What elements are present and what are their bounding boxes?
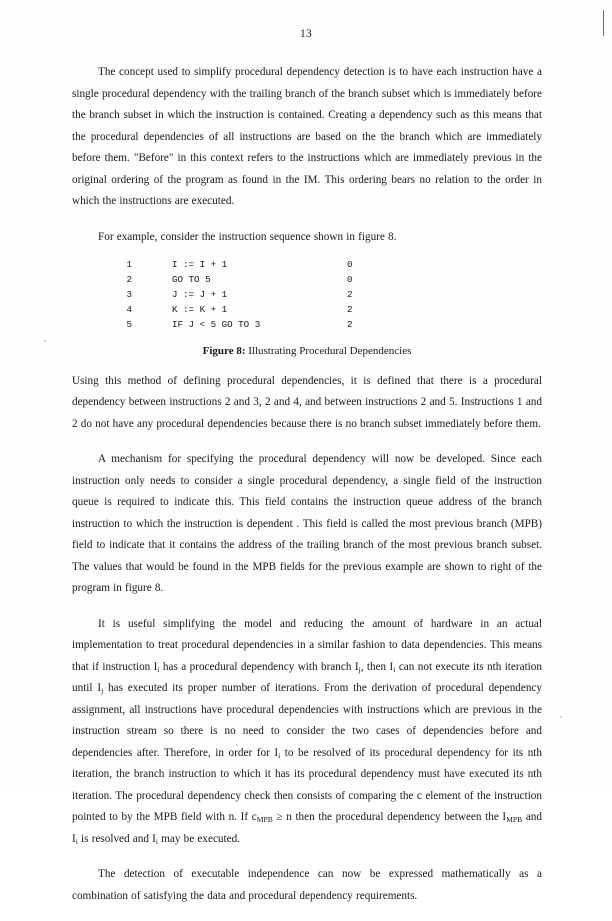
math-sub-mpb-2: MPB (506, 815, 523, 825)
paragraph-6: The detection of executable independence can now be expressed mathematically as a combination of satisfying the data and procedural dependency requirements. (72, 868, 542, 902)
math-sub-i-1: i (157, 664, 160, 674)
line-code: K := K + 1 (172, 303, 228, 315)
code-listing (72, 258, 542, 333)
math-sub-i-2: i (393, 664, 396, 674)
math-sub-i-5: i (155, 836, 159, 846)
line-number: 5 (126, 318, 132, 330)
line-number: 4 (126, 303, 132, 315)
math-part4: can not execute its nth iteration until I (72, 660, 542, 695)
math-part2: has a procedural dependency with branch I (159, 660, 359, 673)
line-number: 1 (126, 259, 132, 270)
math-part5: has executed its proper number of iterations. From the derivation of procedural dependency assignment, all instructions have procedural dependencies with instructions which are previous in the instruction stream so there is no need to consider the two cases of dependencies before and dependencies after. Therefore, in order for I (72, 682, 542, 759)
listing-row (72, 318, 542, 333)
math-part9: is resolved and I (77, 832, 156, 845)
figure-caption-text: Illustrating Procedural Dependencies (248, 344, 412, 357)
paragraph-4: A mechanism for specifying the procedural dependency will now be developed. Since each instruction only needs to consider a single procedural dependency, a single field of the instruction queue is required to indicate this. This field contains the instruction queue address of the branch instruction to which the instruction is dependent . This field is called the most previous branch (MPB) field to indicate that it contains the address of the trailing branch of the most previous branch subset. The values that would be found in the MPB fields for the previous example are shown to right of the program in figure 8. (72, 453, 542, 595)
listing-row (72, 258, 542, 273)
math-sub-j-1: j (358, 664, 361, 674)
line-number: 2 (126, 273, 132, 285)
math-sub-mpb-1: MPB (256, 815, 273, 825)
math-part7: ≥ n then the procedural dependency between the I (272, 811, 507, 824)
line-code: IF J < 5 GO TO 3 (172, 318, 261, 330)
line-mpb: 0 (347, 259, 353, 270)
scan-speck (44, 340, 46, 342)
listing-row (72, 273, 542, 288)
line-mpb: 2 (347, 303, 353, 315)
math-lead: It is useful simplifying the model and reducing the amount of hardware in an actual implementation to treat procedural dependencies in a similar fashion to data dependencies. This means that if instruction I (72, 617, 542, 673)
math-part8: and I (72, 811, 542, 845)
paragraph-2: For example, consider the instruction sequence shown in figure 8. (98, 230, 397, 243)
listing-row (72, 288, 542, 303)
math-sub-i-3: i (278, 750, 281, 760)
math-part10: may be executed. (158, 832, 240, 845)
line-mpb: 2 (347, 318, 353, 330)
line-mpb: 0 (347, 273, 353, 285)
scan-speck (236, 744, 238, 746)
figure-8 (72, 258, 542, 357)
figure-caption (72, 345, 542, 357)
page-number: 13 (300, 28, 312, 40)
line-mpb: 2 (347, 288, 353, 300)
line-code: J := J + 1 (172, 288, 228, 300)
listing-row (72, 303, 542, 318)
math-sub-j-2: j (101, 686, 104, 696)
math-sub-i-4: i (75, 836, 78, 846)
paragraph-1: The concept used to simplify procedural dependency detection is to have each instruction have a single procedural dependency with the trailing branch of the branch subset which is immediately before the branch subset in which the instruction is contained. Creating a dependency such as this means that the procedural dependencies of all instructions are based on the the branch which are immediately before them. "Before" in this context refers to the instructions which are immediately previous in the original ordering of the program as found in the IM. This ordering bears no relation to the order in which the instructions are executed. (72, 66, 542, 207)
page-content (72, 62, 542, 921)
paragraph-3: Using this method of defining procedural dependencies, it is defined that there is a procedural dependency between instructions 2 and 3, 2 and 4, and between instructions 2 and 5. Instructions 1 and 2 do not have any procedural dependencies because there is no branch subset immediately before them. (72, 374, 542, 430)
scan-speck (560, 716, 562, 718)
math-part6: to be resolved of its procedural dependency for its nth iteration, the branch instruction to which it has its procedural dependency must have executed its nth iteration. The procedural dependency check then consists of comparing the c element of the instruction pointed to by the MPB field with n. If c (72, 746, 543, 824)
paragraph-5-math (72, 614, 542, 851)
line-number: 3 (126, 288, 132, 300)
line-code: I := I + 1 (172, 259, 228, 270)
figure-caption-number: Figure 8: (202, 344, 246, 357)
math-part3: , then I (360, 660, 394, 673)
line-code: GO TO 5 (172, 273, 211, 285)
